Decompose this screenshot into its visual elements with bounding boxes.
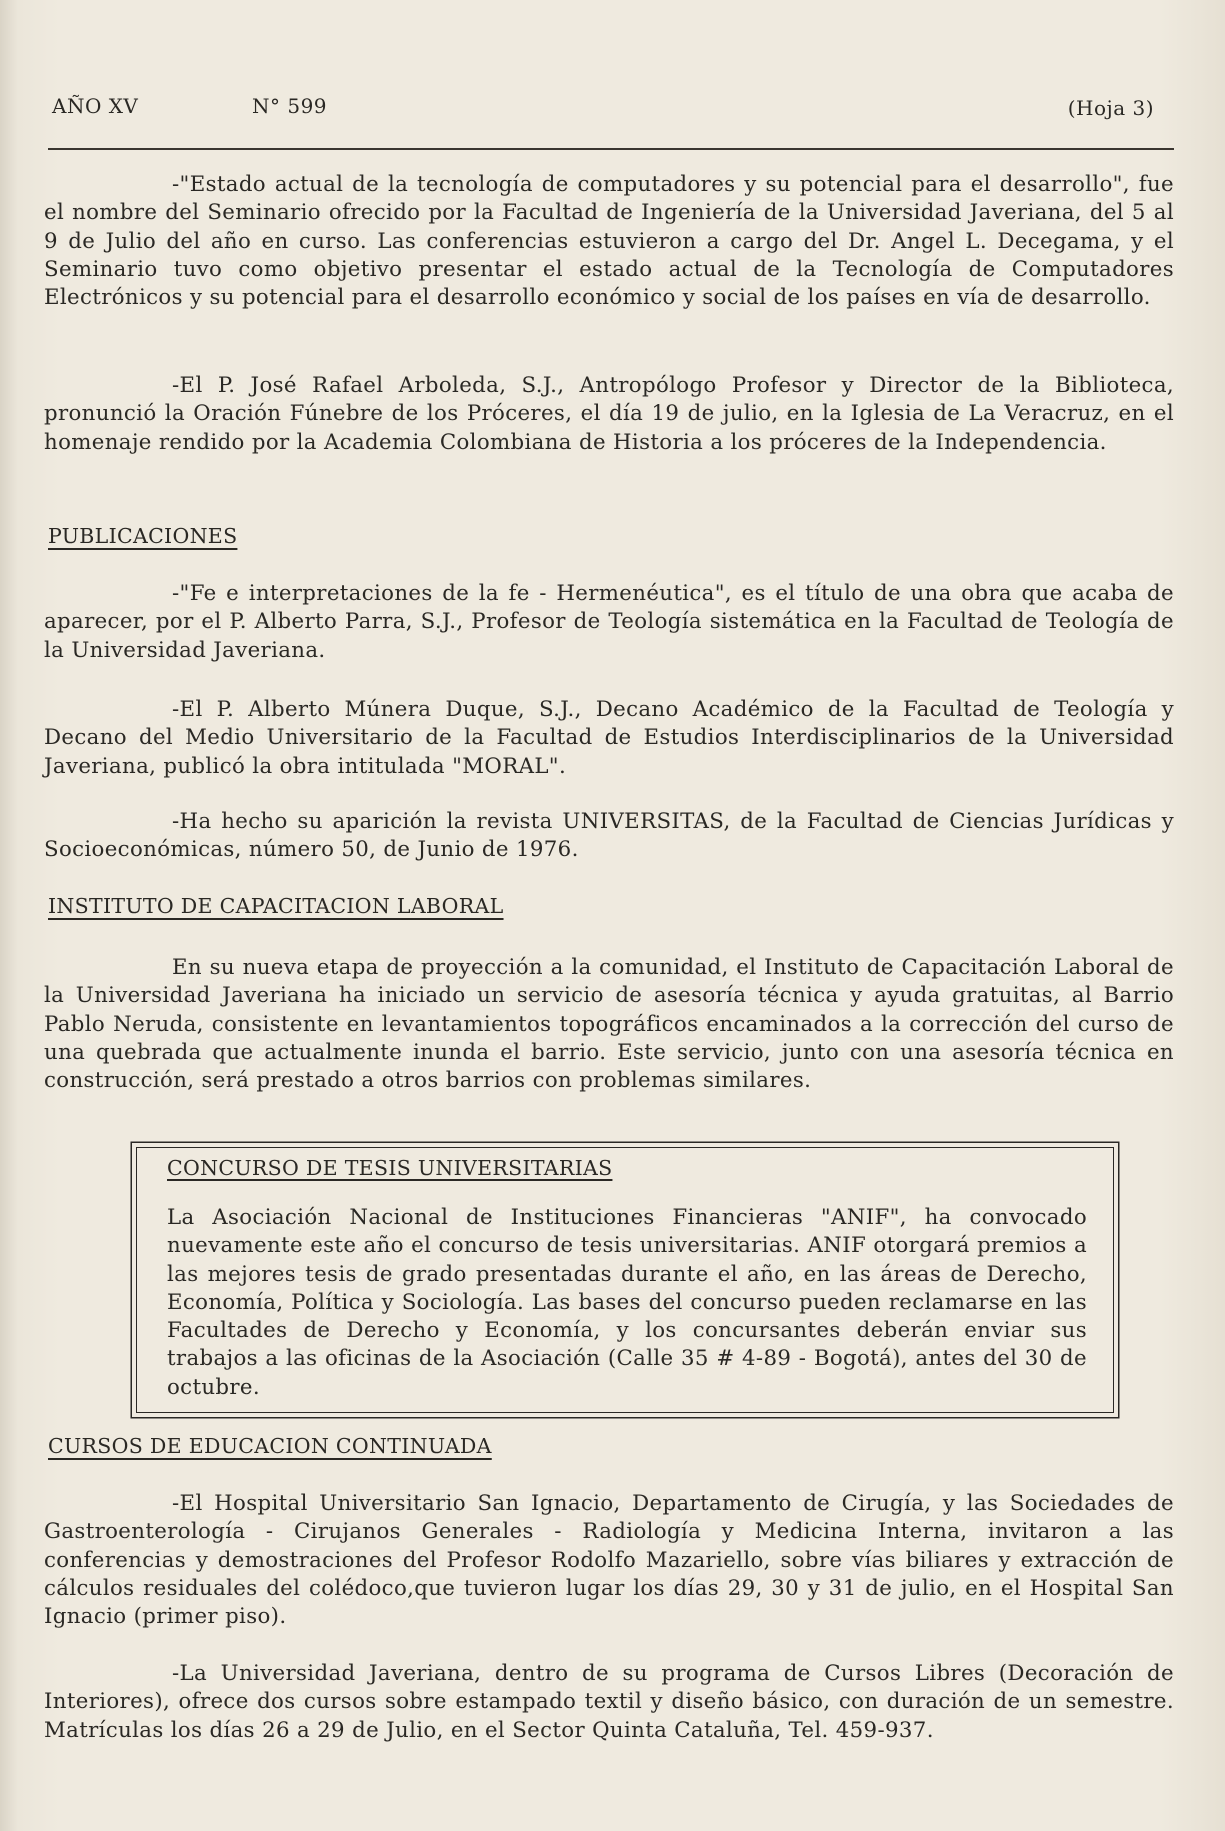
- header-year: AÑO XV: [52, 94, 139, 118]
- section-heading-cursos: CURSOS DE EDUCACION CONTINUADA: [48, 1434, 492, 1458]
- instituto-text: En su nueva etapa de proyección a la comunidad, el Instituto de Capacitación Laboral de la Universidad Javeriana ha iniciado un servicio de asesoría técnica y ayuda gratuitas, al Barrio Pablo Neruda, consistente en levantamientos topográficos encaminados a la corrección del curso de una quebrada que actualmente inunda el barrio. Este servicio, junto con una asesoría técnica en construcción, será prestado a otros barrios con problemas similares.: [44, 955, 1174, 1094]
- news-arboleda-paragraph: [44, 372, 1174, 457]
- publication-item: [44, 696, 1174, 781]
- section-heading-publicaciones: PUBLICACIONES: [48, 524, 238, 548]
- header-issue-number: N° 599: [252, 94, 328, 118]
- publication-item-text: -"Fe e interpretaciones de la fe - Hermenéutica", es el título de una obra que acaba de aparecer, por el P. Alberto Parra, S.J., Profesor de Teología sistemática en la Facultad de Teología de la Universidad Javeriana.: [44, 581, 1174, 663]
- cursos-item-text: -El Hospital Universitario San Ignacio, Departamento de Cirugía, y las Sociedades de Gastroenterología - Cirujanos Generales - Radiología y Medicina Interna, invitaron a las conferencias y demostraciones del Profesor Rodolfo Mazariello, sobre vías biliares y extracción de cálculos residuales del colédoco,que tuvieron lugar los días 29, 30 y 31 de julio, en el Hospital San Ignacio (primer piso).: [44, 1491, 1174, 1630]
- concurso-text: La Asociación Nacional de Instituciones Financieras "ANIF", ha convocado nuevamente este año el concurso de tesis universitarias. ANIF otorgará premios a las mejores tesis de grado presentadas durante el año, en las áreas de Derecho, Economía, Política y Sociología. Las bases del concurso pueden reclamarse en las Facultades de Derecho y Economía, y los concursantes deberán enviar sus trabajos a las oficinas de la Asociación (Calle 35 # 4-89 - Bogotá), antes del 30 de octubre.: [167, 1205, 1087, 1400]
- publication-item: [44, 580, 1174, 665]
- concurso-box: [136, 1147, 1114, 1413]
- header-sheet: (Hoja 3): [1067, 96, 1154, 120]
- publication-item-text: -El P. Alberto Múnera Duque, S.J., Decano Académico de la Facultad de Teología y Decano del Medio Universitario de la Facultad de Estudios Interdisciplinarios de la Universidad Javeriana, publicó la obra intitulada "MORAL".: [44, 697, 1174, 779]
- publication-item-text: -Ha hecho su aparición la revista UNIVERSITAS, de la Facultad de Ciencias Jurídicas y Socioeconómicas, número 50, de Junio de 1976.: [44, 809, 1174, 863]
- cursos-item: [44, 1490, 1174, 1631]
- section-heading-instituto: INSTITUTO DE CAPACITACION LABORAL: [48, 894, 504, 918]
- news-seminar-paragraph: [44, 171, 1174, 312]
- news-seminar-text: -"Estado actual de la tecnología de computadores y su potencial para el desarrollo", fue el nombre del Seminario ofrecido por la Facultad de Ingeniería de la Universidad Javeriana, del 5 al 9 de Julio del año en curso. Las conferencias estuvieron a cargo del Dr. Angel L. Decegama, y el Seminario tuvo como objetivo presentar el estado actual de la Tecnología de Computadores Electrónicos y su potencial para el desarrollo económico y social de los países en vía de desarrollo.: [44, 172, 1174, 311]
- publication-item: [44, 808, 1174, 865]
- news-arboleda-text: -El P. José Rafael Arboleda, S.J., Antropólogo Profesor y Director de la Biblioteca, pronunció la Oración Fúnebre de los Próceres, el día 19 de julio, en la Iglesia de La Veracruz, en el homenaje rendido por la Academia Colombiana de Historia a los próceres de la Independencia.: [44, 373, 1174, 455]
- page-header: [52, 90, 1162, 124]
- cursos-item-text: -La Universidad Javeriana, dentro de su programa de Cursos Libres (Decoración de Interiores), ofrece dos cursos sobre estampado textil y diseño básico, con duración de un semestre. Matrículas los días 26 a 29 de Julio, en el Sector Quinta Cataluña, Tel. 459-937.: [44, 1661, 1174, 1743]
- concurso-heading: CONCURSO DE TESIS UNIVERSITARIAS: [167, 1156, 613, 1180]
- header-divider: [48, 148, 1174, 150]
- instituto-paragraph: [44, 954, 1174, 1095]
- cursos-item: [44, 1660, 1174, 1745]
